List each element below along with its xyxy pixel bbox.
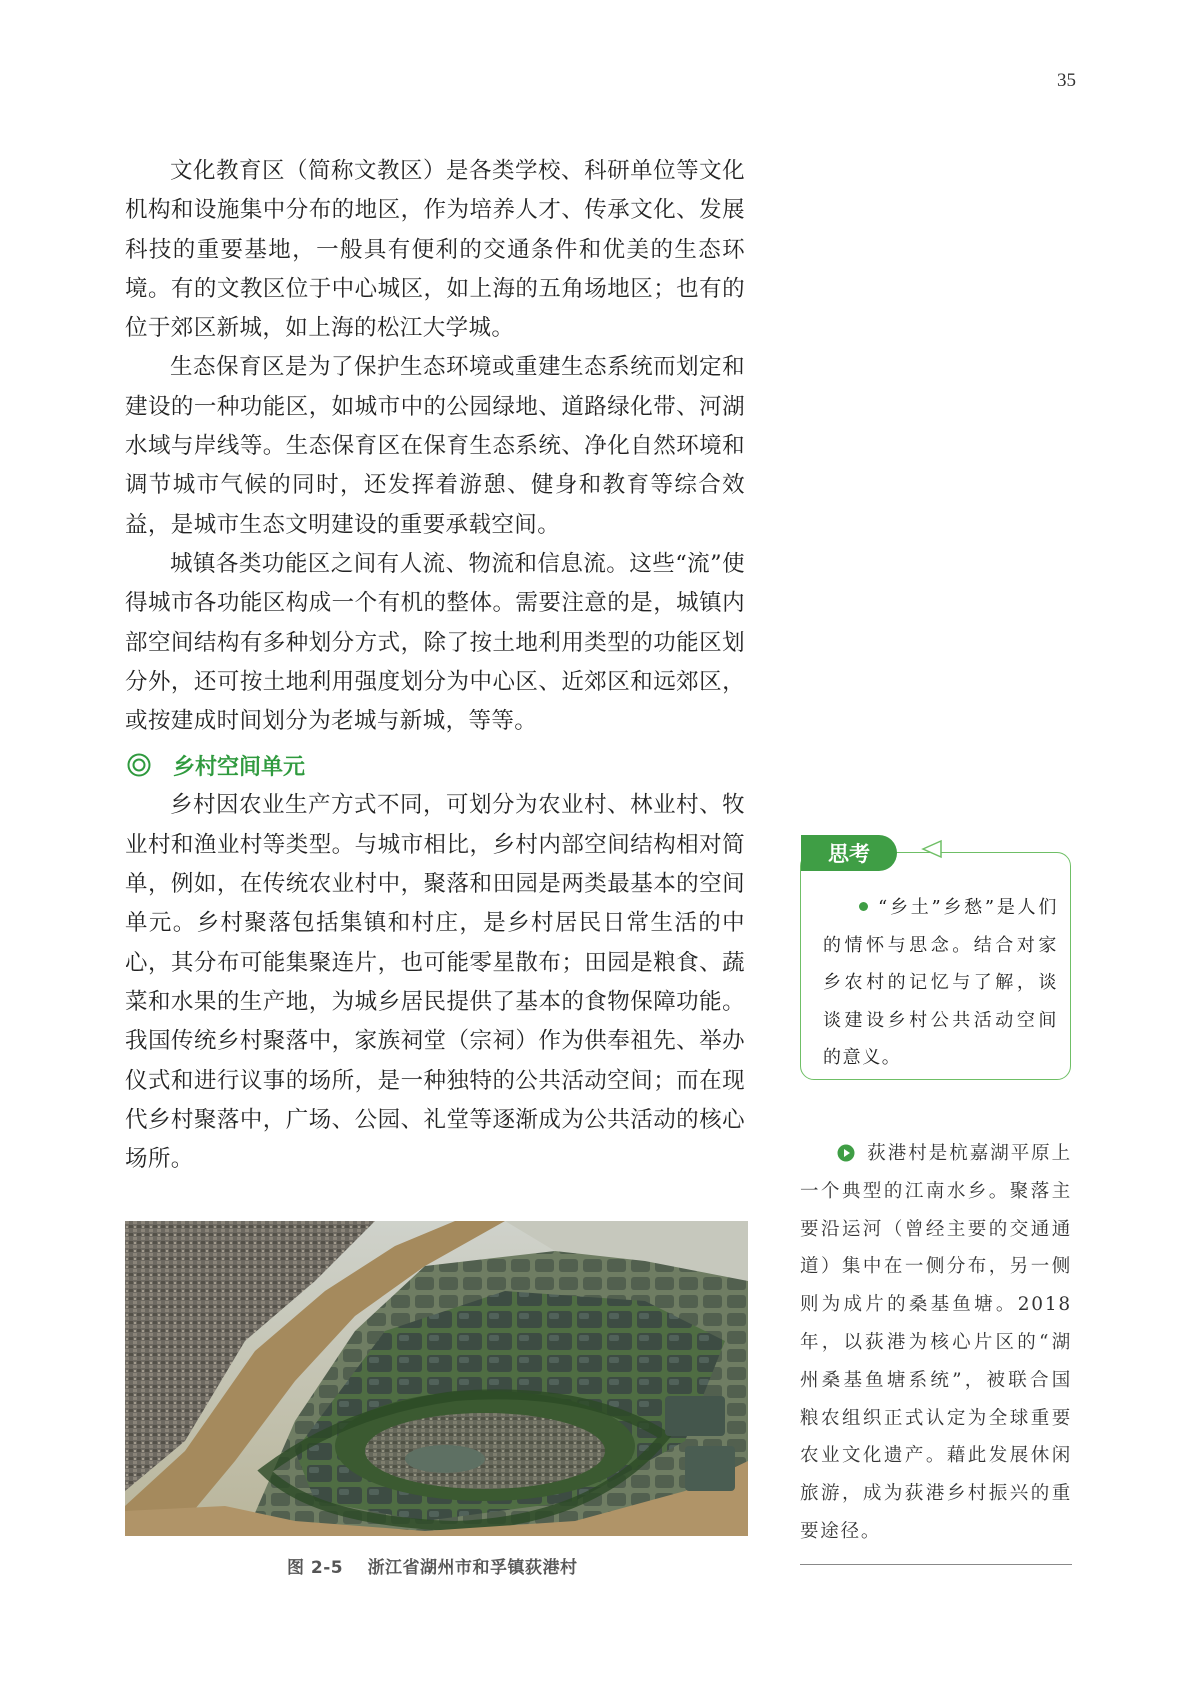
section-heading-text: 乡村空间单元	[173, 754, 306, 780]
paragraph-functional-flows: 城镇各类功能区之间有人流、物流和信息流。这些“流”使得城市各功能区构成一个有机的整体。需要注意的是，城镇内部空间结构有多种划分方式，除了按土地利用类型的功能区划分外，还可按土地利用强度划分为中心区、近郊区和远郊区，或按建成时间划分为老城与新城，等等。	[125, 550, 745, 735]
page-number: 35	[1057, 70, 1076, 91]
figure-caption-text: 浙江省湖州市和孚镇荻港村	[367, 1558, 578, 1578]
photo-sidenote	[800, 1135, 1072, 1565]
sidenote-body: 荻港村是杭嘉湖平原上一个典型的江南水乡。聚落主要沿运河（曾经主要的交通通道）集中在一侧分布，另一侧则为成片的桑基鱼塘。2018年，以荻港为核心片区的“湖州桑基鱼塘系统”，被联合国粮农组织正式认定为全球重要农业文化遗产。藉此发展休闲旅游，成为荻港乡村振兴的重要途径。	[800, 1143, 1072, 1542]
think-box-question: “乡土”乡愁”是人们的情怀与思念。结合对家乡农村的记忆与了解，谈谈建设乡村公共活动空间的意义。	[823, 897, 1058, 1068]
paragraph-ecological-conservation: 生态保育区是为了保护生态环境或重建生态系统而划定和建设的一种功能区，如城市中的公园绿地、道路绿化带、河湖水域与岸线等。生态保育区在保育生态系统、净化自然环境和调节城市气候的同时，还发挥着游憩、健身和教育等综合效益，是城市生态文明建设的重要承载空间。	[125, 354, 745, 538]
double-circle-icon	[127, 753, 151, 777]
think-box	[800, 842, 1071, 1080]
sidenote-text	[800, 1135, 1072, 1551]
figure-caption	[287, 1553, 578, 1578]
section-heading	[125, 745, 745, 785]
hollow-triangle-arrow-icon	[921, 839, 943, 859]
paragraph-culture-education: 文化教育区（简称文教区）是各类学校、科研单位等文化机构和设施集中分布的地区，作为培养人才、传承文化、发展科技的重要基地，一般具有便利的交通条件和优美的生态环境。有的文教区位于中心城区，如上海的五角场地区；也有的位于郊区新城，如上海的松江大学城。	[125, 158, 745, 342]
paragraph-rural-space: 乡村因农业生产方式不同，可划分为农业村、林业村、牧业村和渔业村等类型。与城市相比，乡村内部空间结构相对简单，例如，在传统农业村中，聚落和田园是两类最基本的空间单元。乡村聚落包括集镇和村庄，是乡村居民日常生活的中心，其分布可能集聚连片，也可能零星散布；田园是粮食、蔬菜和水果的生产地，为城乡居民提供了基本的食物保障功能。我国传统乡村聚落中，家族祠堂（宗祠）作为供奉祖先、举办仪式和进行议事的场所，是一种独特的公共活动空间；而在现代乡村聚落中，广场、公园、礼堂等逐渐成为公共活动的核心场所。	[125, 792, 745, 1173]
green-play-icon	[837, 1144, 855, 1162]
aerial-photo-digang-village	[125, 1221, 748, 1536]
think-box-title: 思考	[801, 835, 897, 871]
main-text-column	[125, 152, 745, 1179]
aerial-photo-illustration	[125, 1221, 748, 1536]
figure-number: 图 2-5	[287, 1558, 344, 1578]
think-box-text	[823, 889, 1058, 1077]
bullet-dot-icon	[859, 902, 868, 911]
